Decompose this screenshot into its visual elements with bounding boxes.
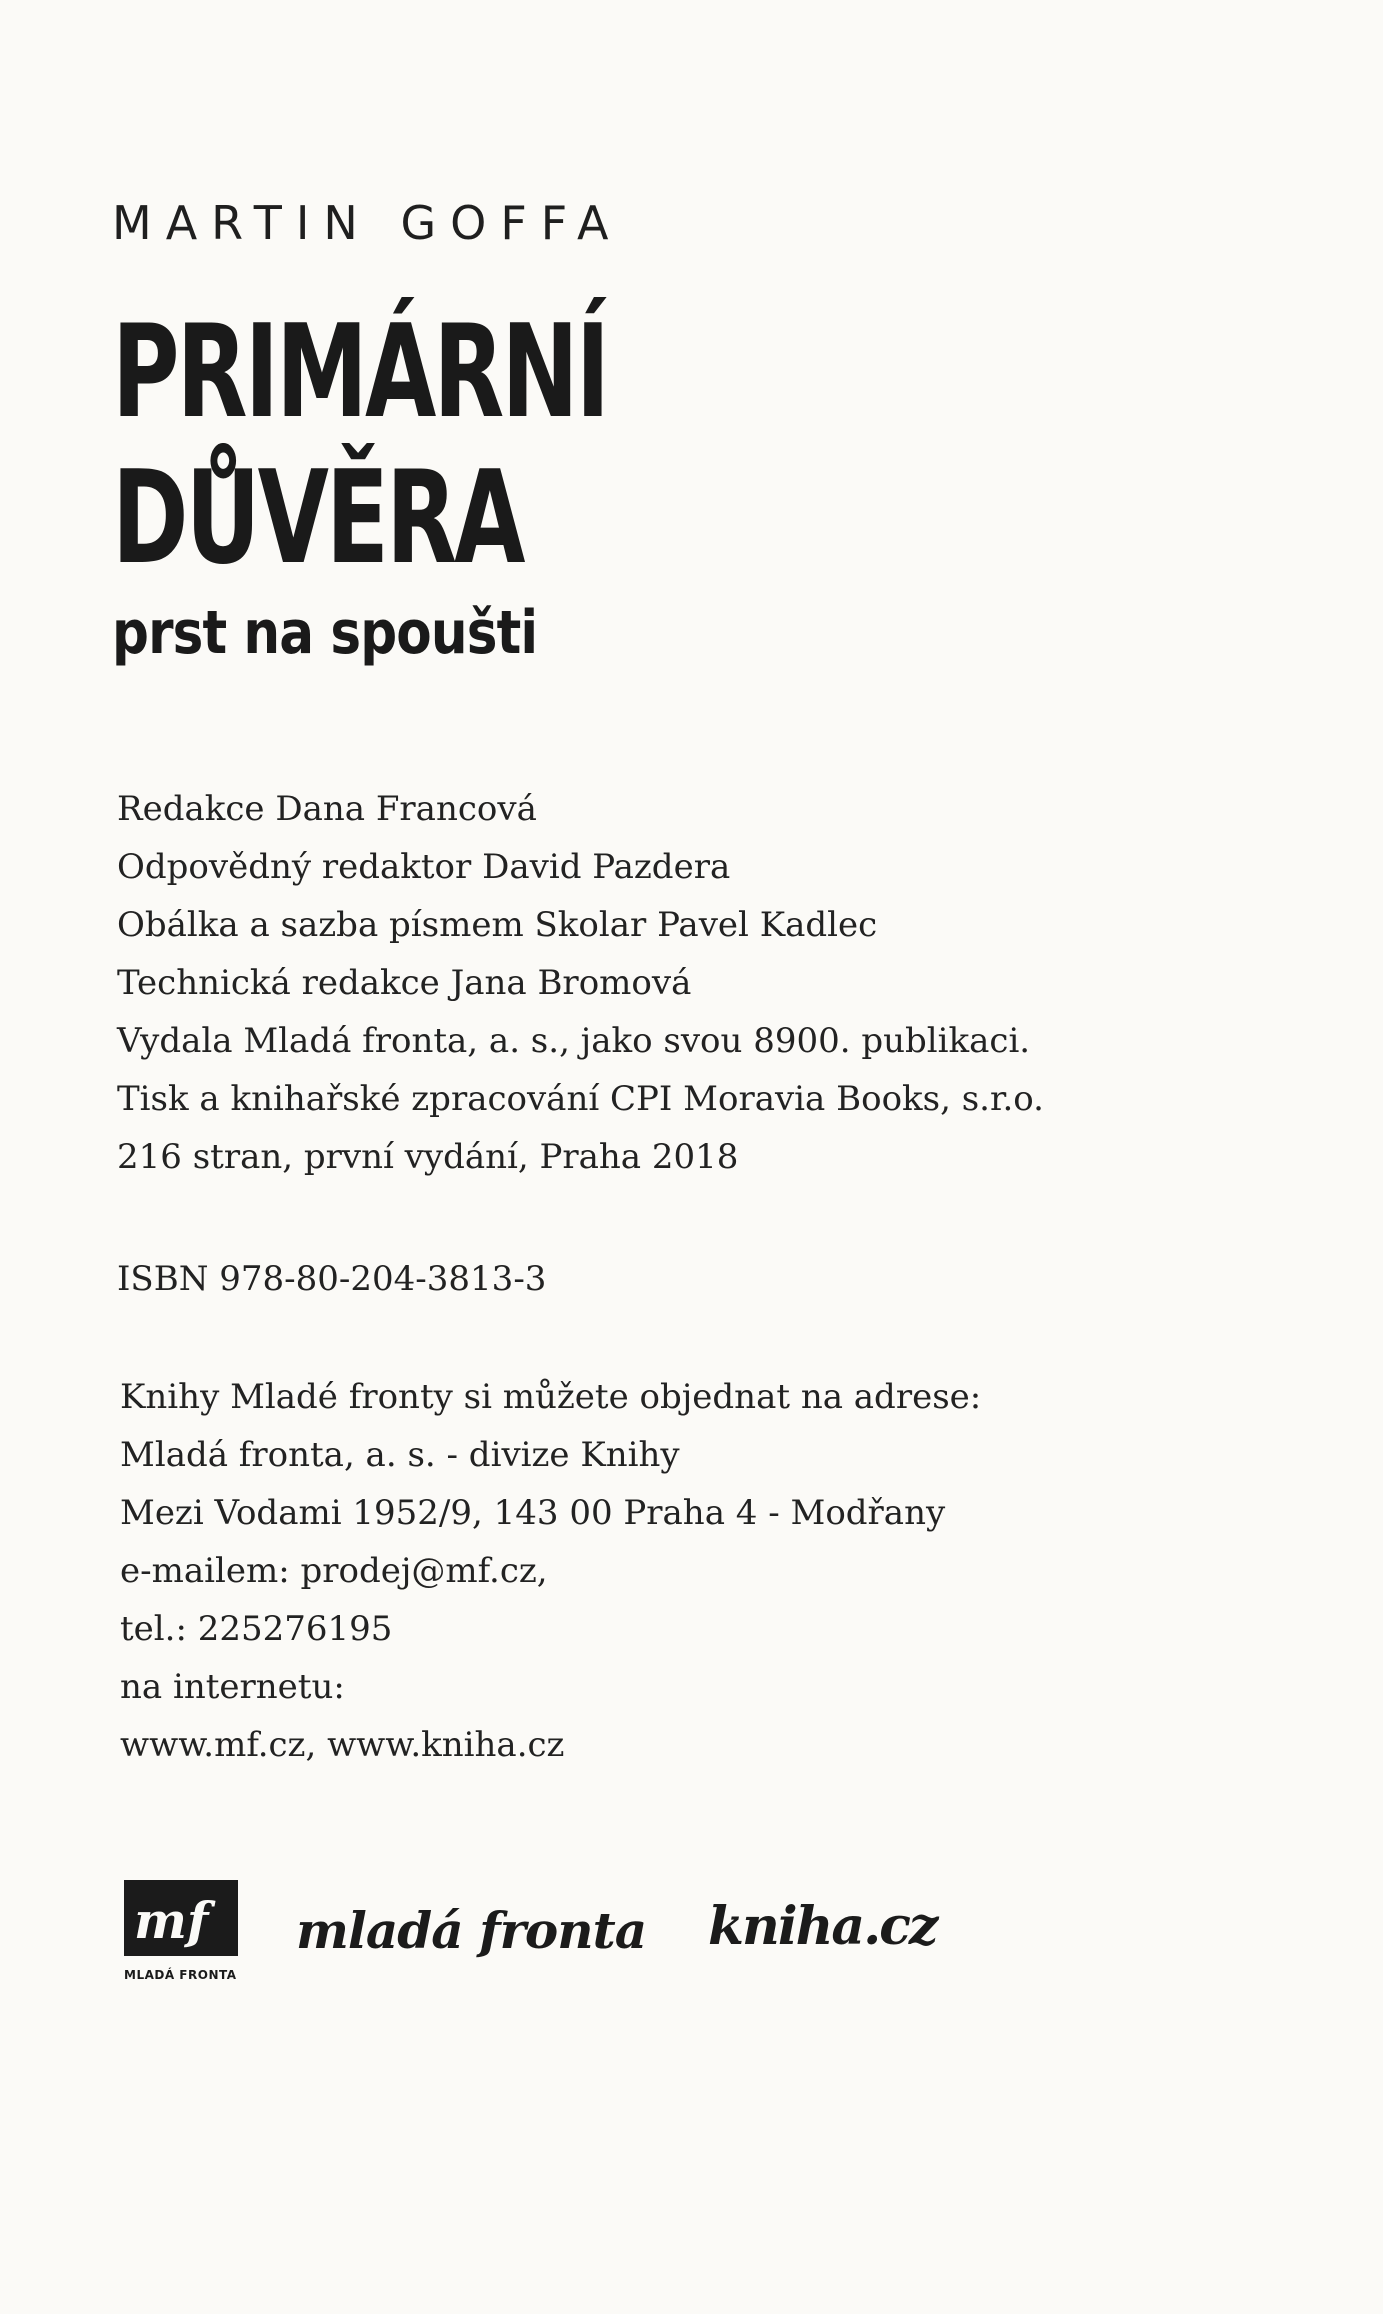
mf-logo-icon — [124, 1880, 238, 1956]
mf-logo-mark — [124, 1880, 238, 1956]
credit-line: Tisk a knihařské zpracování CPI Moravia Books, s.r.o. — [117, 1079, 1044, 1119]
mf-logo-caption: MLADÁ FRONTA — [124, 1968, 237, 1982]
credit-line: Obálka a sazba písmem Skolar Pavel Kadlec — [117, 905, 878, 945]
order-info-block — [120, 1368, 981, 1774]
credit-line: Vydala Mladá fronta, a. s., jako svou 8900. publikaci. — [117, 1021, 1031, 1061]
author-name: MARTIN GOFFA — [112, 196, 623, 250]
order-line: Mezi Vodami 1952/9, 143 00 Praha 4 - Modřany — [120, 1493, 946, 1533]
credits-block — [117, 780, 1044, 1186]
svg-text:mladá fronta: mladá fronta — [296, 1901, 647, 1960]
order-line: Knihy Mladé fronty si můžete objednat na adrese: — [120, 1377, 982, 1417]
order-line: www.mf.cz, www.kniha.cz — [120, 1725, 565, 1765]
title-line-2: DŮVĚRA — [112, 444, 523, 593]
credit-line: Redakce Dana Francová — [117, 789, 537, 829]
publisher-logos — [118, 1880, 1118, 2000]
book-subtitle: prst na spoušti — [112, 598, 538, 668]
isbn: ISBN 978-80-204-3813-3 — [117, 1259, 547, 1299]
kniha-cz-logo — [708, 1884, 948, 1964]
svg-text:mf: mf — [134, 1891, 209, 1950]
order-line: tel.: 225276195 — [120, 1609, 393, 1649]
mlada-fronta-wordmark — [296, 1890, 696, 1970]
svg-text:kniha.cz: kniha.cz — [708, 1896, 937, 1957]
order-line: na internetu: — [120, 1667, 345, 1707]
credit-line: Technická redakce Jana Bromová — [117, 963, 692, 1003]
credit-line: Odpovědný redaktor David Pazdera — [117, 847, 731, 887]
book-title — [112, 300, 800, 668]
title-line-1: PRIMÁRNÍ — [112, 298, 608, 447]
credit-line: 216 stran, první vydání, Praha 2018 — [117, 1137, 739, 1177]
order-line: Mladá fronta, a. s. - divize Knihy — [120, 1435, 680, 1475]
order-line: e-mailem: prodej@mf.cz, — [120, 1551, 548, 1591]
